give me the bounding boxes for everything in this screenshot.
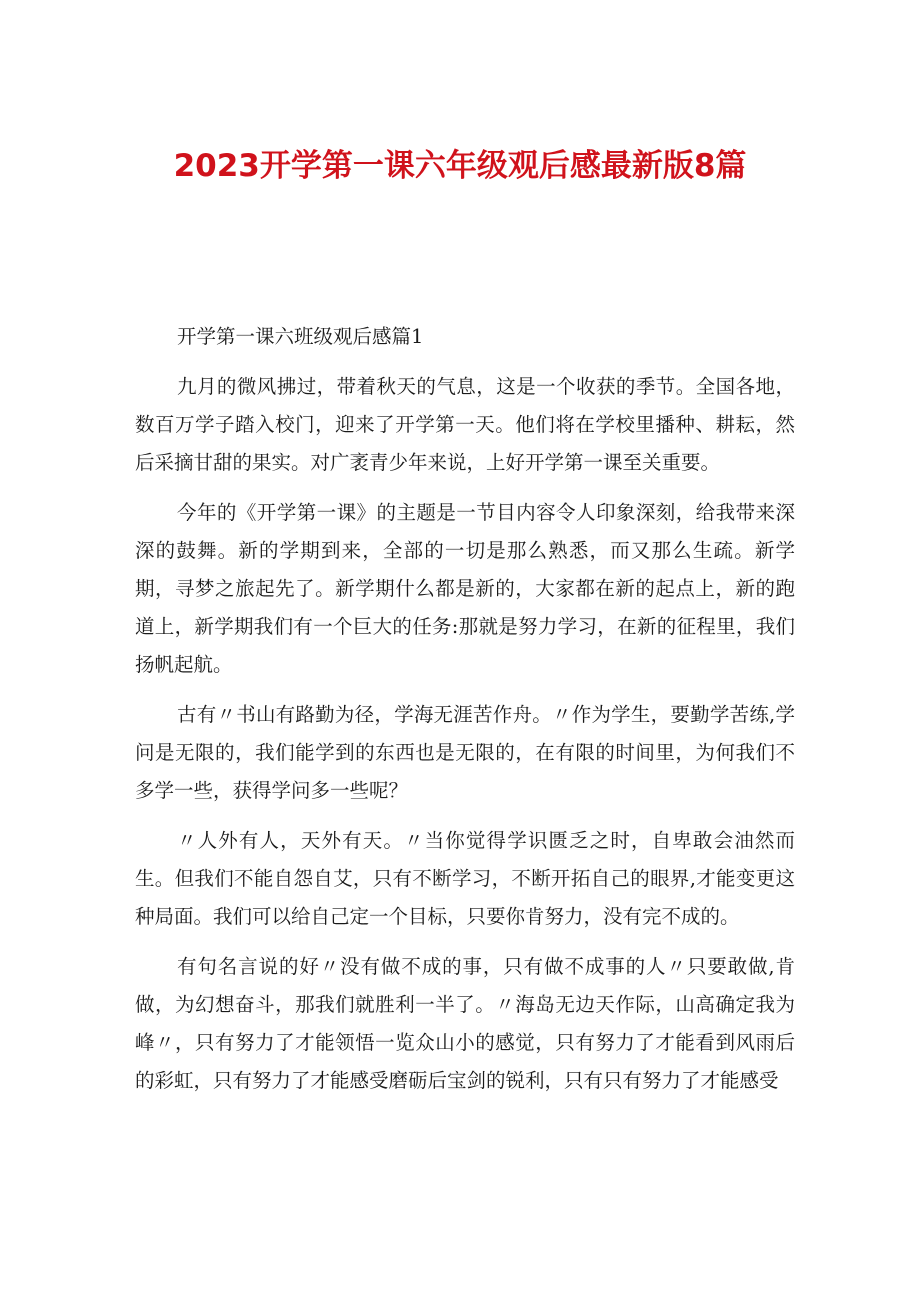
document-body	[135, 318, 795, 1112]
paragraph-3: 古有〃书山有路勤为径，学海无涯苦作舟。〃作为学生，要勤学苦练,学问是无限的，我们能学到的东西也是无限的，在有限的时间里，为何我们不多学一些，获得学问多一些呢？	[135, 703, 795, 802]
section-heading: 开学第一课六班级观后感篇1	[177, 325, 424, 348]
paragraph-5: 有句名言说的好〃没有做不成的事，只有做不成事的人〃只要敢做,肯做，为幻想奋斗，那我们就胜利一半了。〃海岛无边天作际，山高确定我为峰〃，只有努力了才能领悟一览众山小的感觉，只有努力了才能看到风雨后的彩虹，只有努力了才能感受磨砺后宝剑的锐利，只有只有努力了才能感受	[135, 955, 795, 1092]
document-title: 2023开学第一课六年级观后感最新版8篇	[173, 148, 747, 184]
paragraph-2: 今年的《开学第一课》的主题是一节目内容令人印象深刻，给我带来深深的鼓舞。新的学期到来，全部的一切是那么熟悉，而又那么生疏。新学期，寻梦之旅起先了。新学期什么都是新的，大家都在新的起点上，新的跑道上，新学期我们有一个巨大的任务:那就是努力学习，在新的征程里，我们扬帆起航。	[135, 501, 795, 676]
paragraph-4: 〃人外有人，天外有天。〃当你觉得学识匮乏之时，自卑敢会油然而生。但我们不能自怨自艾，只有不断学习，不断开拓自己的眼界,才能变更这种局面。我们可以给自己定一个目标，只要你肯努力，没有完不成的。	[135, 829, 795, 928]
paragraph-1: 九月的微风拂过，带着秋天的气息，这是一个收获的季节。全国各地，数百万学子踏入校门，迎来了开学第一天。他们将在学校里播种、耕耘，然后采摘甘甜的果实。对广袤青少年来说，上好开学第一课至关重要。	[135, 375, 795, 474]
